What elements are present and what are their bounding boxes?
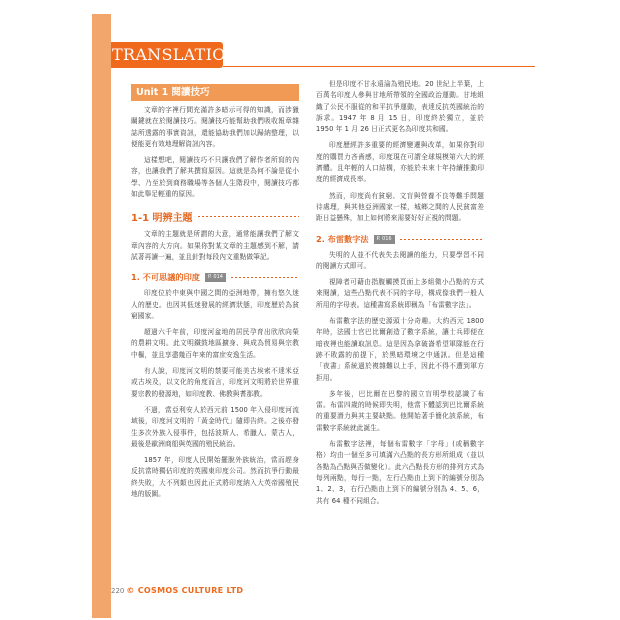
- article-paragraph: 印度歷經許多重要的經濟變遷與改革，如果你對印度的購買力吝嗇感，印度現在可謂全球規模第六大的經濟體。且年輕的人口結構，亦能於未來十年持續推動印度的經濟成長率。: [316, 141, 484, 184]
- article-paragraph: 但是印度不甘永遠淪為殖民地。20 世紀上半葉，上百萬名印度人參與甘地所帶領的全國政治運動。甘地組織了公民不服從的和平抗爭運動，表達反抗英國統治的訴求。1947 年 8 月 15 日，印度終於獨立，並於 1950 年 1 月 26 日正式更名為印度共和國。: [316, 80, 484, 134]
- section-title: 1-1 明辨主題: [131, 213, 193, 225]
- page-ref-badge: P. 016: [374, 235, 395, 244]
- article-title: 1. 不可思議的印度: [131, 272, 200, 283]
- article-title: 2. 布雷數字法: [316, 233, 369, 244]
- article-divider: [231, 277, 299, 278]
- article-divider: [400, 239, 484, 240]
- section-heading: [131, 209, 299, 224]
- intro-paragraph: 這樣想吧，閱讀技巧不只讓我們了解作者所寫的內容，也讓我們了解其撰寫原因。這就是為何不論是從小學、乃至於到商務職場等各個人生階段中，閱讀技巧都如此舉足輕重的原因。: [131, 156, 299, 199]
- page-header-title: TRANSLATION: [112, 45, 240, 64]
- article-paragraph: 印度位於中東與中國之間的亞洲地帶，擁有悠久迷人的歷史。也因其低迷發展的經濟狀態，印度歷於為貧窮國家。: [131, 289, 299, 320]
- article-paragraph: 有人說，印度河文明的禁要可能美古埃索不達米亞或古埃及，以文化的角度而言，印度河文明將於世界重要宗教的發源地，如印度教、佛教與耆那教。: [131, 367, 299, 398]
- right-column: [316, 79, 484, 512]
- unit-title: Unit 1 閱讀技巧: [131, 84, 299, 101]
- section-paragraph: 文章的主題就是所謂的大意，通常能讓我們了解文章內容的大方向。如果你對某文章的主題感到不解，請試著再讀一遍，並且針對每段內文重點做筆記。: [131, 230, 299, 261]
- side-accent-strip: [92, 14, 111, 618]
- page-number: 220: [111, 587, 125, 595]
- article-paragraph: 超過六千年前，印度河盆地的居民孕育出欣欣向榮的農耕文明。此文明鐵鼓地區擴身、與成為貿易與宗教中樞，並且享盡幾百年來的富庶安逸生活。: [131, 328, 299, 359]
- article-paragraph: 視障者可藉由指腹觸摸頁面上多組微小凸點的方式來閱讀，這些凸點代表不同的字母，構成像我們一般人所用的字母表。這種書寫系統即稱為「布雷數字法」。: [316, 278, 484, 309]
- bottom-accent-strip: [92, 600, 111, 618]
- page-ref-badge: P. 014: [205, 273, 226, 282]
- intro-paragraph: 文章的字裡行間充滿許多暗示可得的知識，而涉獵關鍵就在於閱讀技巧。閱讀技巧能幫助我們吸收報章雜誌所透露的事實資訊，還能協助我們加以歸納整理，以便能更有效地理解資訊內容。: [131, 106, 299, 148]
- article-paragraph: 布雷數字法裡，每個布雷數字「字母」(或稱數字格）均由一個至多可填滿六凸點的長方形所組成（並以各點為凸點與否做變化）。此六凸點長方形的排列方式為每列兩點，每行一點，左行凸點由上到下的編號分別為 1、2、3，右行凸點由上到下的編號分別為 4、5、6，共有 64 種不同組合。: [316, 440, 484, 505]
- article-heading: [131, 272, 299, 283]
- header-rule: [223, 66, 535, 67]
- article-paragraph: 1857 年，印度人民開始擺脫外族統治，當而趕身反抗當時獨佔印度的英國東印度公司。然而抗爭行動最終失敗，大不列顛也因此正式將印度納入大英帝國殖民地的版圖。: [131, 456, 299, 499]
- page-footer: [111, 585, 243, 597]
- article-paragraph: 布雷數字法的歷史源頭十分奇趣。大約西元 1800 年時，法國士官巴比爾創造了數字系統，讓士兵即便在暗夜裡也能讀取訊息。這是因為拿破崙希望軍隊能在行跡不敗露的前提下，於黑暗環境之中通訊。但是這種「夜書」系統過於複雜難以上手，因此不得不遭到軍方拒用。: [316, 317, 484, 382]
- copyright-text: © COSMOS CULTURE LTD: [126, 586, 244, 595]
- left-column: [131, 84, 299, 505]
- article-heading: [316, 234, 484, 245]
- article-paragraph: 然而，印度尚有貧窮、文盲與營養不良等難手問題待處理，與其他亞洲國家一樣，城鄉之間的人民貧富差距日益懸殊，加上如何將來需要好好正視的問題。: [316, 191, 484, 223]
- article-paragraph: 不過，當亞利安人於西元前 1500 年入侵印度河流域後，印度河文明的「黃金時代」隨即告終。之後亦發生多次外族入侵事件，包括波斯人、希臘人、蒙古人，最後是歐洲商船與英國的殖民統治。: [131, 405, 299, 448]
- article-paragraph: 多年後，巴比爾在巴黎的國立盲明學校認識了布雷。布雷四歲的時候即失明，他當下體認到巴比爾系統的重要潛力與其主要缺點。他開始著手簡化該系統，布雷數字系統就此誕生。: [316, 389, 484, 432]
- section-divider: [198, 216, 299, 217]
- article-paragraph: 失明的人並不代表失去閱讀的能力，只要學習不同的閱讀方式即可。: [316, 250, 484, 270]
